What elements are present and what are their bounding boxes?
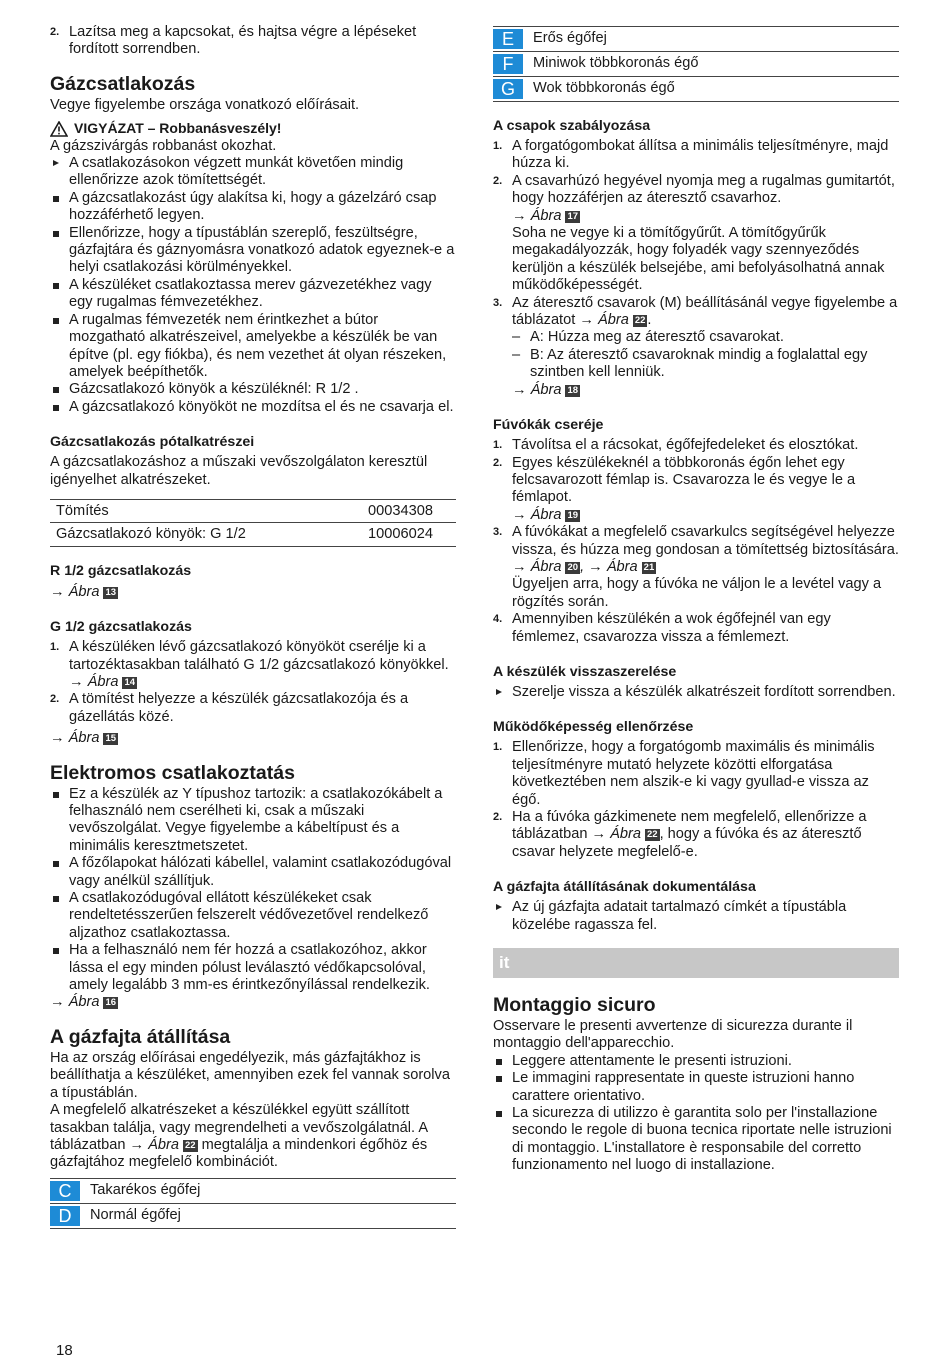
legend-text: Miniwok többkoronás égő (533, 55, 699, 71)
figure-badge: 13 (105, 586, 117, 598)
subsection-title-r12: R 1/2 gázcsatlakozás (50, 562, 192, 579)
paragraph: Ha az ország előírásai engedélyezik, más gázfajtákhoz is beállíthatja a készüléket, amennyiben ezek fel vannak sorolva a típustáblán. (50, 1049, 450, 1101)
paragraph: A megfelelő alkatrészeket a készülékkel együtt szállított tasakban találja, vagy megrendelheti a vevőszolgálatnál. A táblázatban → Ábra 22 megtalálja a mindenkori égőhöz és gázfajtához megfelelő kombinációt. (50, 1102, 428, 1171)
list-item: Az új gázfajta adatait tartalmazó címkét a típustábla közelébe ragassza fel. (493, 899, 899, 934)
table-row (50, 523, 456, 546)
subsection-title-taps: A csapok szabályozása (493, 118, 651, 134)
figure-badge: 20 (567, 561, 579, 573)
legend-row (493, 26, 899, 52)
list-item: A csatlakozódugóval ellátott készülékeket csak rendeltetésszerűen felszerelt védővezetővel rendelkező aljzathoz csatlakoztassa. (50, 890, 456, 942)
list-item: – B: Az áteresztő csavaroknak mindig a foglalattal egy szintben kell lenniük. (512, 347, 899, 382)
figure-ref: → Ábra 16 (50, 994, 117, 1011)
list-item: 2. A tömítést helyezze a készülék gázcsatlakozója és a gázellátás közé. (50, 691, 456, 726)
part-code: 00034308 (362, 499, 456, 522)
list-item: 1. Távolítsa el a rácsokat, égőfejfedeleket és elosztókat. (493, 437, 899, 454)
figure-badge: 14 (124, 676, 136, 688)
subsection-title-spare-parts: Gázcsatlakozás pótalkatrészei (50, 434, 255, 451)
subsection-title-reassembly: A készülék visszaszerelése (493, 663, 677, 680)
figure-ref: → Ábra 15 (50, 730, 117, 747)
list-item: La sicurezza di utilizzo è garantita solo per l'installazione secondo le regole di buona tecnica riportate nelle istruzioni di montaggio. L'installatore è responsabile del corretto funzionamento nel luogo di installazione. (493, 1105, 899, 1175)
list-item: A főzőlapokat hálózati kábellel, valamint csatlakozódugóval vagy anélkül szállítjuk. (50, 855, 456, 890)
part-name: Gázcsatlakozó könyök: G 1/2 (50, 523, 362, 546)
legend-letter: F (493, 54, 523, 74)
figure-ref: → Ábra 13 (50, 583, 117, 600)
legend-row (50, 1178, 456, 1204)
burner-legend (493, 26, 899, 102)
section-title-safe-installation: Montaggio sicuro (493, 994, 656, 1017)
list-item: Ha a felhasználó nem fér hozzá a csatlakozóhoz, akkor lássa el egy minden pólust leválasztó védőkapcsolóval, amely legalább 3 mm-es érintkezőnyílással rendelkezik. (50, 942, 456, 994)
warning-action: A csatlakozásokon végzett munkát követően mindig ellenőrizze azok tömítettségét. (50, 155, 456, 190)
legend-text: Erős égőfej (533, 30, 607, 46)
part-code: 10006024 (362, 523, 456, 546)
legend-letter: C (50, 1181, 80, 1201)
list-item: Leggere attentamente le presenti istruzioni. (493, 1053, 899, 1070)
left-column (50, 24, 456, 1229)
part-name: Tömítés (50, 499, 362, 522)
figure-badge: 22 (634, 315, 646, 327)
list-item: A gázcsatlakozást úgy alakítsa ki, hogy a gázelzáró csap hozzáférhető legyen. (50, 190, 456, 225)
list-item: 1. A készüléken lévő gázcsatlakozó könyököt cserélje ki a tartozéktasakban található G 1/2 gázcsatlakozó könyökkel. → Ábra 14 (50, 639, 456, 691)
list-item: A készüléket csatlakoztassa merev gázvezetékhez vagy egy rugalmas fémvezetékhez. (50, 277, 456, 312)
legend-row (493, 77, 899, 102)
paragraph: A gázcsatlakozáshoz a műszaki vevőszolgálaton keresztül igényelhet alkatrészeket. (50, 454, 428, 488)
warning-icon (50, 121, 68, 137)
section-title-electrical: Elektromos csatlakoztatás (50, 761, 295, 784)
subsection-title-check: Működőképesség ellenőrzése (493, 719, 694, 736)
legend-row (50, 1204, 456, 1229)
figure-badge: 22 (647, 829, 658, 841)
burner-legend (50, 1178, 456, 1229)
paragraph: Vegye figyelembe országa vonatkozó előírásait. (50, 96, 360, 113)
language-bar: it (493, 948, 899, 978)
legend-letter: D (50, 1206, 80, 1226)
figure-badge: 15 (105, 733, 117, 745)
list-item: 4. Amennyiben készülékén a wok égőfejnél van egy fémlemez, csavarozza vissza a fémlemezt. (493, 611, 899, 646)
page-number: 18 (56, 1342, 73, 1359)
figure-badge: 17 (567, 210, 579, 222)
list-item: Ellenőrizze, hogy a típustáblán szereplő, feszültségre, gázfajtára és gáznyomásra vonatkozó adatok egyeznek-e a helyi csatlakozási körülményekkel. (50, 225, 456, 277)
figure-ref: → Ábra 18 (512, 381, 579, 398)
spare-parts-table (50, 499, 456, 547)
list-item: Ez a készülék az Y típushoz tartozik: a csatlakozókábelt a felhasználó nem cserélheti ki, csak a műszaki vevőszolgálat. Vegye figyelembe a kábeltípust és a minimális keresztmetszetet. (50, 786, 456, 856)
legend-letter: E (493, 29, 523, 49)
figure-badge: 21 (643, 561, 655, 573)
figure-badge: 22 (185, 1139, 196, 1151)
legend-text: Wok többkoronás égő (533, 80, 675, 96)
list-item: Gázcsatlakozó könyök a készüléknél: R 1/2 . (50, 381, 456, 398)
warning-text: A gázszivárgás robbanást okozhat. (50, 137, 277, 154)
paragraph: Osservare le presenti avvertenze di sicurezza durante il montaggio dell'apparecchio. (493, 1018, 853, 1052)
list-item: 2. Ha a fúvóka gázkimenete nem megfelelő, ellenőrizze a táblázatban → Ábra 22 , hogy a fúvóka és az áteresztő csavar helyzete megfelelő-e. (493, 809, 899, 861)
list-item: 2. Egyes készülékeknél a többkoronás égőn lehet egy felcsavarozott fémlap is. Csavarozza le és vegye le a fémlapot. → Ábra 19 (493, 455, 899, 525)
list-item: Le immagini rappresentate in queste istruzioni hanno carattere orientativo. (493, 1070, 899, 1105)
subsection-title-g12: G 1/2 gázcsatlakozás (50, 619, 192, 636)
legend-text: Takarékos égőfej (90, 1181, 201, 1198)
list-item: – A: Húzza meg az áteresztő csavarokat. (512, 329, 899, 346)
legend-text: Normál égőfej (90, 1206, 181, 1223)
legend-letter: G (493, 79, 523, 99)
list-item: 2. A csavarhúzó hegyével nyomja meg a rugalmas gumitartót, hogy hozzáférjen az áteresztő csavarhoz. → Ábra 17 Soha ne vegye ki a tömítőgyűrűt. A tömítőgyűrűk megakadályozzák, hogy folyadék vagy szennyeződés kerüljön a készülék belsejébe, ami befolyásolhatná annak működőképességét. (493, 173, 899, 295)
warning-heading: VIGYÁZAT – Robbanásveszély! (50, 120, 456, 137)
figure-badge: 19 (567, 509, 579, 521)
table-row (50, 499, 456, 522)
subsection-title-documentation: A gázfajta átállításának dokumentálása (493, 879, 756, 896)
list-item: A gázcsatlakozó könyököt ne mozdítsa el és ne csavarja el. (50, 399, 456, 416)
list-item: 1. Ellenőrizze, hogy a forgatógomb maximális és minimális teljesítményre mutató helyzete közötti elforgatása következtében nem alszik-e ki vagy gyullad-e vissza az égő. (493, 739, 899, 809)
figure-badge: 16 (105, 997, 117, 1009)
section-title-gas-conversion: A gázfajta átállítása (50, 1025, 231, 1048)
list-item: 2. Lazítsa meg a kapcsokat, és hajtsa végre a lépéseket fordított sorrendben. (50, 24, 456, 59)
legend-row (493, 52, 899, 77)
list-item: A rugalmas fémvezeték nem érintkezhet a bútor mozgatható alkatrészeivel, amelyekbe a készülék be van építve (pl. egy fiókba), és nem vezethet át olyan részeken, amelyek beépíthetők. (50, 312, 456, 382)
list-item: 1. A forgatógombokat állítsa a minimális teljesítményre, majd húzza ki. (493, 138, 899, 173)
list-item: 3. Az áteresztő csavarok (M) beállításánál vegye figyelembe a táblázatot → Ábra 22 . (493, 295, 899, 330)
section-title-gas-connection: Gázcsatlakozás (50, 72, 196, 95)
subsection-title-nozzles: Fúvókák cseréje (493, 417, 604, 434)
right-column (493, 26, 899, 1175)
list-item: 3. A fúvókákat a megfelelő csavarkulcs segítségével helyezze vissza, és húzza meg gondosan a tömítettség biztosítására. → Ábra 20 , → Ábra 21 Ügyeljen arra, hogy a fúvóka ne váljon le a levétel vagy a rögzítés során. (493, 524, 899, 611)
list-item: Szerelje vissza a készülék alkatrészeit fordított sorrendben. (493, 684, 899, 701)
figure-badge: 18 (567, 384, 579, 396)
